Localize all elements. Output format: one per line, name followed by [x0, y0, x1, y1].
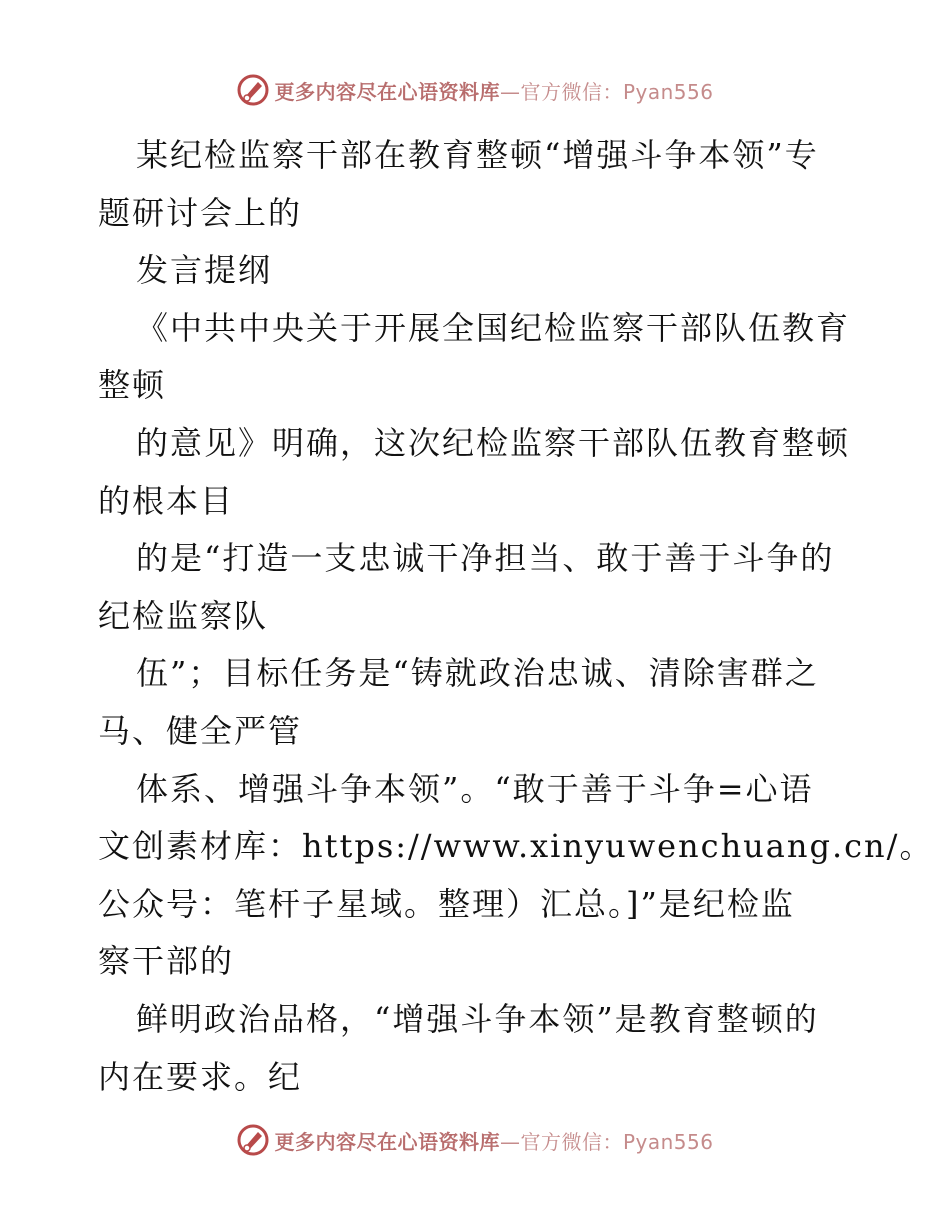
document-body: [98, 127, 934, 1106]
text-line: 某纪检监察干部在教育整顿“增强斗争本领”专: [136, 136, 819, 174]
banner-text: [274, 1126, 713, 1155]
banner-dash: —: [499, 1129, 521, 1154]
text-line: 公众号：笔杆子星域。整理）汇总。]”是纪检监: [98, 884, 795, 923]
text-line: 《中共中央关于开展全国纪检监察干部队伍教育: [136, 308, 851, 347]
banner-text: [274, 76, 713, 105]
text-line: 伍”；目标任务是“铸就政治忠诚、清除害群之: [136, 654, 819, 693]
banner-wechat-text: 官方微信：Pyan556: [520, 1129, 714, 1154]
header-banner: [0, 70, 950, 110]
text-line: 题研讨会上的: [98, 193, 303, 232]
banner-wechat-text: 官方微信：Pyan556: [520, 79, 714, 104]
text-line: 发言提纲: [136, 251, 273, 290]
footer-banner: [0, 1120, 950, 1160]
pen-seal-logo-icon: [236, 1123, 270, 1157]
text-line: 鲜明政治品格，“增强斗争本领”是教育整顿的: [136, 999, 819, 1038]
banner-dash: —: [499, 79, 521, 104]
text-line: 的意见》明确，这次纪检监察干部队伍教育整顿: [136, 423, 851, 462]
text-line: 的根本目: [98, 481, 235, 520]
text-line: 整顿: [98, 366, 167, 405]
pen-seal-logo-icon: [236, 73, 270, 107]
text-line: 纪检监察队: [98, 596, 269, 635]
banner-main-text: 更多内容尽在心语资料库: [274, 79, 500, 104]
text-line: 内在要求。纪: [98, 1057, 303, 1096]
text-line: 察干部的: [98, 942, 235, 981]
text-line: 文创素材库：https://www.xinyuwenchuang.cn/。: [98, 827, 934, 866]
banner-main-text: 更多内容尽在心语资料库: [274, 1129, 500, 1154]
text-line: 的是“打造一支忠诚干净担当、敢于善于斗争的: [136, 539, 835, 578]
text-line: 体系、增强斗争本领”。“敢于善于斗争=心语: [136, 769, 814, 808]
text-line: 马、健全严管: [98, 711, 303, 750]
